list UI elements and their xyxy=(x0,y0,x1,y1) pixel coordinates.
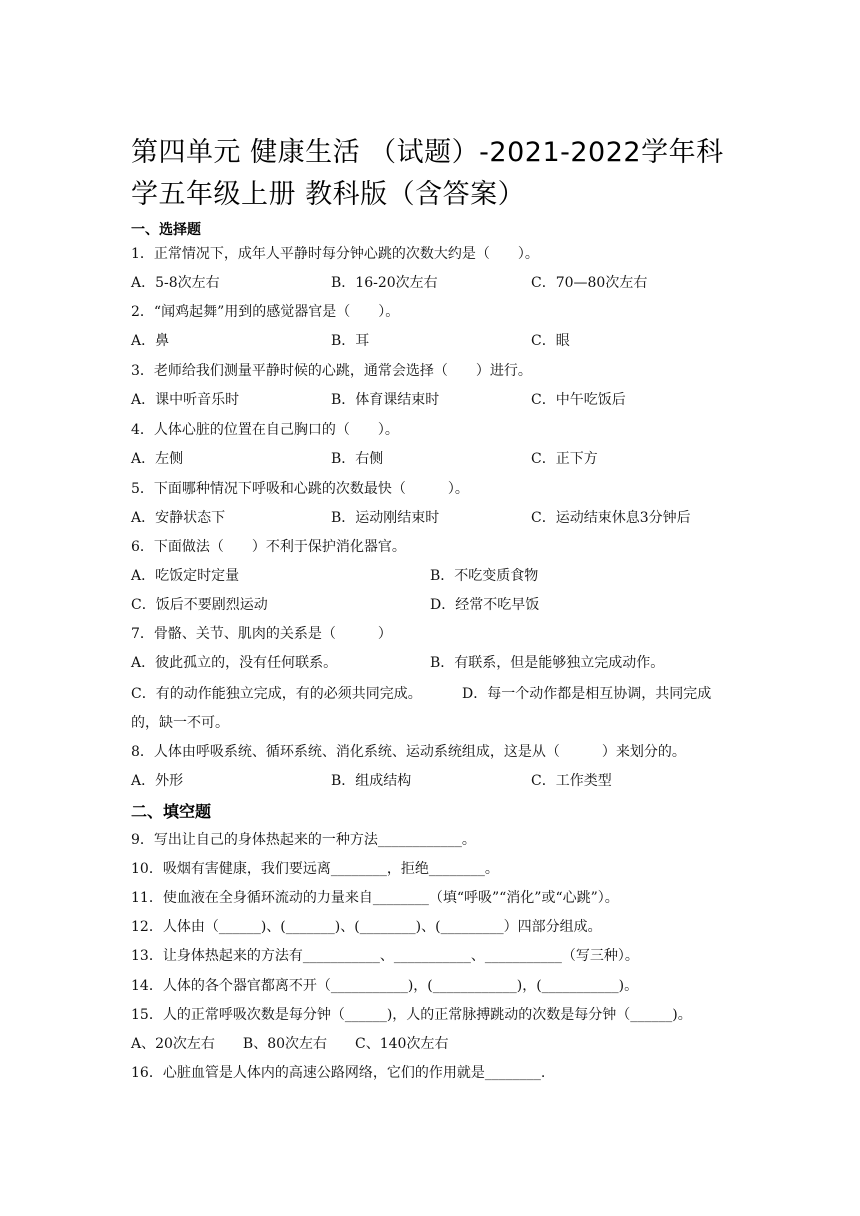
question-12: 12．人体由（______)、(_______)、(________)、(_________）四部分组成。 xyxy=(131,919,602,935)
question-2: 2．“闻鸡起舞”用到的感觉器官是（ ）。 xyxy=(131,304,400,320)
q2-option-c: C．眼 xyxy=(531,333,570,349)
question-15: 15．人的正常呼吸次数是每分钟（______)，人的正常脉搏跳动的次数是每分钟（______)。 xyxy=(131,1007,692,1023)
q2-option-b: B．耳 xyxy=(331,333,370,349)
q3-option-a: A．课中听音乐时 xyxy=(131,392,240,408)
question-14: 14．人体的各个器官都离不开（___________)，(____________)，(___________)。 xyxy=(131,978,639,994)
page-title: 第四单元 健康生活 （试题）-2021-2022学年科学五年级上册 教科版（含答案） xyxy=(131,137,724,210)
q5-option-c: C．运动结束休息3分钟后 xyxy=(531,510,691,526)
question-10: 10．吸烟有害健康，我们要远离________，拒绝________。 xyxy=(131,861,499,877)
question-15-options: A、20次左右 B、80次左右 C、140次左右 xyxy=(131,1036,449,1052)
q1-option-b: B．16-20次左右 xyxy=(331,275,438,291)
q7-option-d-continued: 的，缺一不可。 xyxy=(131,715,229,731)
q8-option-c: C．工作类型 xyxy=(531,773,612,789)
question-8: 8．人体由呼吸系统、循环系统、消化系统、运动系统组成，这是从（ ）来划分的。 xyxy=(131,744,686,760)
question-3: 3．老师给我们测量平静时候的心跳，通常会选择（ ）进行。 xyxy=(131,363,532,379)
question-11: 11．使血液在全身循环流动的力量来自________（填“呼吸”“消化”或“心跳”）。 xyxy=(131,890,619,906)
q3-option-b: B．体育课结束时 xyxy=(331,392,440,408)
section-heading-fill: 二、填空题 xyxy=(131,802,212,821)
question-5: 5．下面哪种情况下呼吸和心跳的次数最快（ ）。 xyxy=(131,481,469,497)
q5-option-a: A．安静状态下 xyxy=(131,510,226,526)
q4-option-c: C．正下方 xyxy=(531,451,598,467)
section-heading-choice: 一、选择题 xyxy=(131,222,201,238)
question-13: 13．让身体热起来的方法有___________、___________、___________（写三种）。 xyxy=(131,948,639,964)
q7-option-b: B．有联系，但是能够独立完成动作。 xyxy=(430,655,665,671)
q3-option-c: C．中午吃饭后 xyxy=(531,392,626,408)
q2-option-a: A．鼻 xyxy=(131,333,170,349)
q6-option-a: A．吃饭定时定量 xyxy=(131,568,240,584)
q5-option-b: B．运动刚结束时 xyxy=(331,510,440,526)
question-7: 7．骨骼、关节、肌肉的关系是（ ） xyxy=(131,626,392,642)
q7-option-a: A．彼此孤立的，没有任何联系。 xyxy=(131,655,338,671)
q6-option-b: B．不吃变质食物 xyxy=(430,568,539,584)
q4-option-b: B．右侧 xyxy=(331,451,384,467)
q6-option-c: C．饭后不要剧烈运动 xyxy=(131,597,268,613)
question-4: 4．人体心脏的位置在自己胸口的（ ）。 xyxy=(131,422,399,438)
q4-option-a: A．左侧 xyxy=(131,451,184,467)
question-9: 9．写出让自己的身体热起来的一种方法____________。 xyxy=(131,832,476,848)
question-1: 1．正常情况下，成年人平静时每分钟心跳的次数大约是（ ）。 xyxy=(131,246,539,262)
q6-option-d: D．经常不吃早饭 xyxy=(430,597,540,613)
q8-option-a: A．外形 xyxy=(131,773,184,789)
question-6: 6．下面做法（ ）不利于保护消化器官。 xyxy=(131,539,406,555)
q1-option-a: A．5-8次左右 xyxy=(131,275,220,291)
q1-option-c: C．70—80次左右 xyxy=(531,275,648,291)
question-16: 16．心脏血管是人体内的高速公路网络，它们的作用就是________. xyxy=(131,1065,546,1081)
q7-option-c: C．有的动作能独立完成，有的必须共同完成。 xyxy=(131,686,422,702)
q8-option-b: B．组成结构 xyxy=(331,773,412,789)
q7-option-d: D．每一个动作都是相互协调，共同完成 xyxy=(462,686,712,702)
